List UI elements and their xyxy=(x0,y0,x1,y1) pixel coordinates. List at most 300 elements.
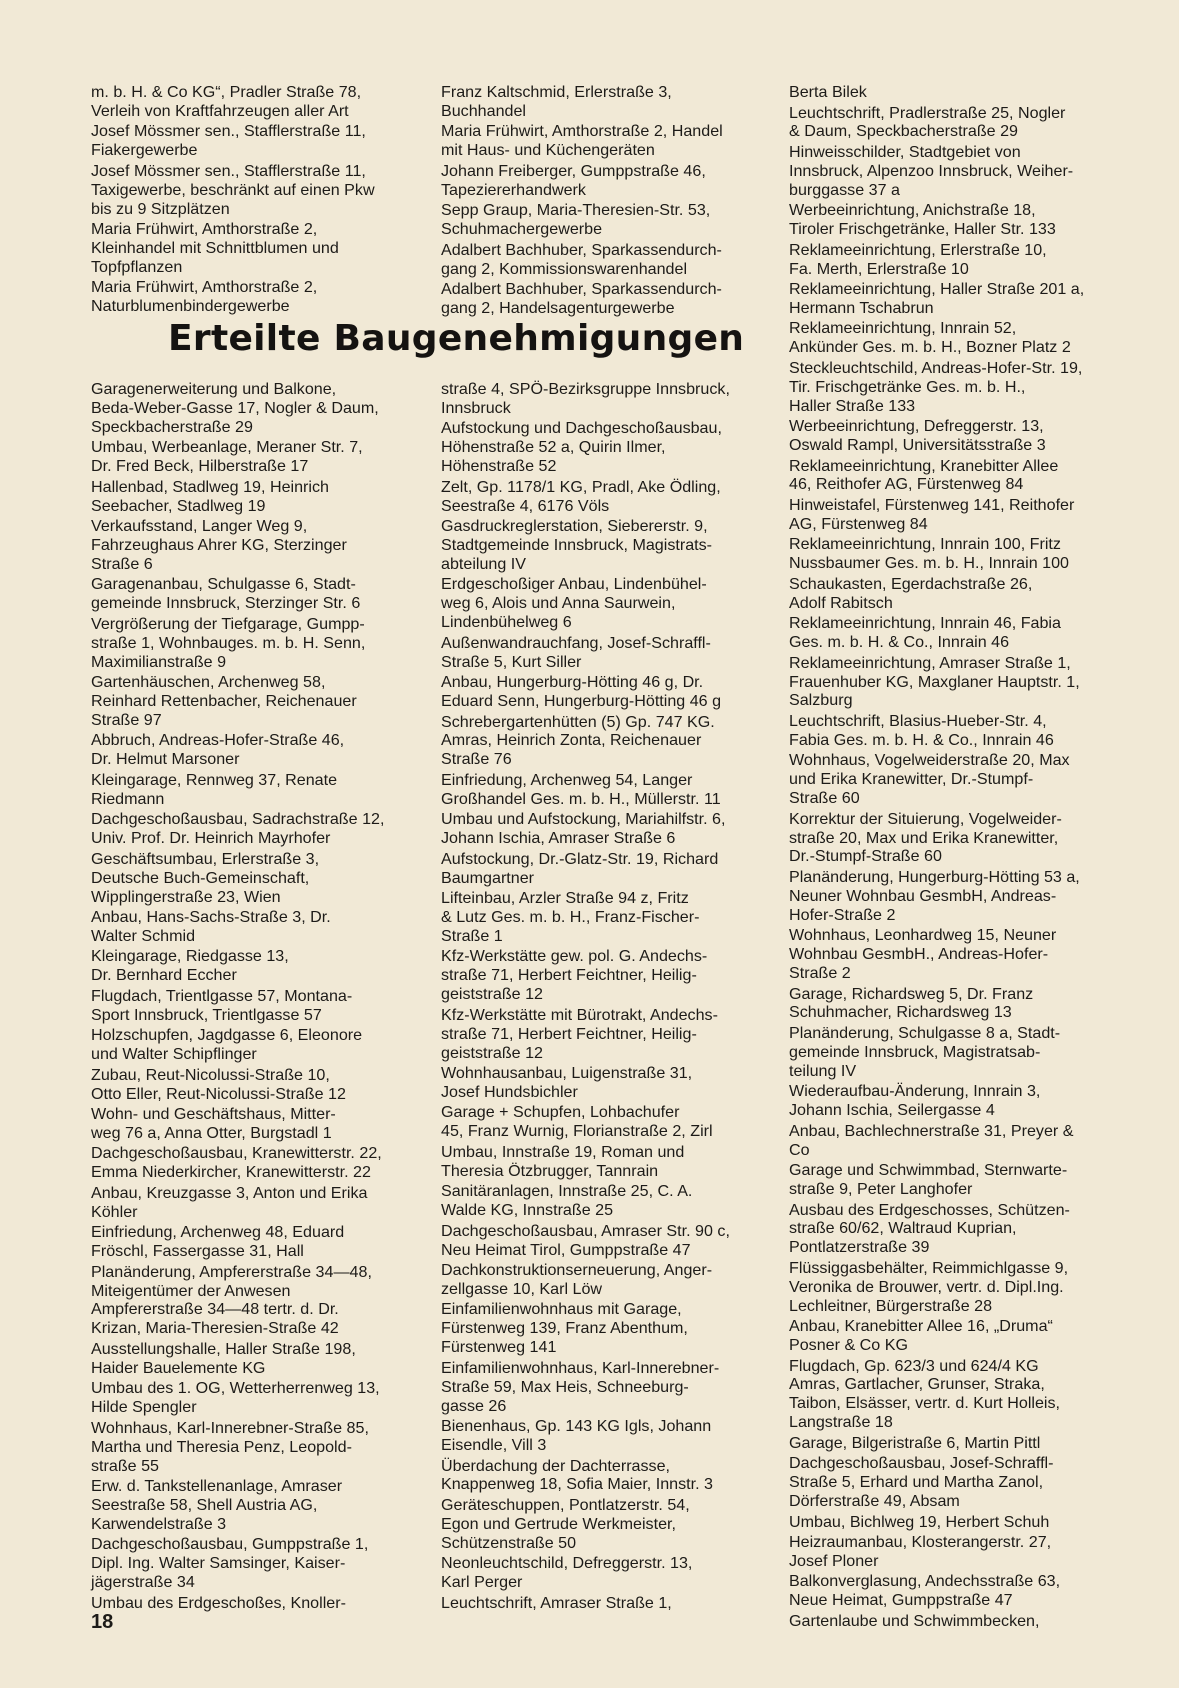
list-item-line: straße 4, SPÖ-Bezirksgruppe Innsbruck, xyxy=(441,380,730,398)
list-item-line: Dachgeschoßausbau, Amraser Str. 90 c, xyxy=(441,1221,730,1240)
list-item xyxy=(789,654,1119,711)
list-item-line: Gartenlaube und Schwimmbecken, xyxy=(789,1611,1040,1630)
list-item xyxy=(789,359,1119,416)
list-item xyxy=(789,1082,1119,1120)
list-item xyxy=(789,241,1119,279)
list-item-line: Johann Ischia, Seilergasse 4 xyxy=(789,1101,995,1120)
list-item-line: Dörferstraße 49, Absam xyxy=(789,1492,960,1511)
column-bottom-left xyxy=(91,380,421,1614)
list-item-line: Salzburg xyxy=(789,691,853,710)
list-item-line: Fa. Merth, Erlerstraße 10 xyxy=(789,259,969,278)
list-item-line: Ausbau des Erdgeschosses, Schützen- xyxy=(789,1200,1070,1219)
list-item xyxy=(789,1434,1119,1453)
list-item xyxy=(789,1454,1119,1511)
list-item xyxy=(441,1300,771,1357)
list-item-line: Verleih von Kraftfahrzeugen aller Art xyxy=(91,101,349,120)
list-item-line: Veronika de Brouwer, vertr. d. Dipl.Ing. xyxy=(789,1277,1064,1296)
list-item-line: Karwendelstraße 3 xyxy=(91,1514,227,1533)
list-item-line: weg 76 a, Anna Otter, Burgstadl 1 xyxy=(91,1123,332,1142)
list-item-line: Straße 76 xyxy=(441,750,512,769)
list-item-line: Überdachung der Dachterrasse, xyxy=(441,1456,671,1475)
list-item-line: Straße 2 xyxy=(789,964,851,983)
list-item xyxy=(91,1223,421,1261)
list-item-line: Köhler xyxy=(91,1202,138,1221)
list-item-line: Fürstenweg 139, Franz Abenthum, xyxy=(441,1319,688,1338)
list-item-line: gemeinde Innsbruck, Sterzinger Str. 6 xyxy=(91,594,361,613)
list-item-line: bis zu 9 Sitzplätzen xyxy=(91,199,230,218)
list-item xyxy=(789,1533,1119,1571)
list-item-line: Deutsche Buch-Gemeinschaft, xyxy=(91,868,310,887)
list-item-line: Steckleuchtschild, Andreas-Hofer-Str. 19, xyxy=(789,358,1083,377)
list-item xyxy=(91,1184,421,1222)
list-item xyxy=(441,1417,771,1455)
list-item xyxy=(91,908,421,946)
list-item xyxy=(789,1201,1119,1258)
list-item xyxy=(789,1612,1119,1631)
list-item-line: Taibon, Elsässer, vertr. d. Kurt Holleis, xyxy=(789,1394,1061,1413)
list-item-line: Wohn- und Geschäftshaus, Mitter- xyxy=(91,1105,336,1124)
list-item-line: Flüssiggasbehälter, Reimmichlgasse 9, xyxy=(789,1258,1069,1277)
list-item-line: Amras, Heinrich Zonta, Reichenauer xyxy=(441,731,702,750)
list-item-line: Umbau, Innstraße 19, Roman und xyxy=(441,1142,685,1161)
list-item-line: Topfpflanzen xyxy=(91,257,183,276)
list-item-line: Höhenstraße 52 xyxy=(441,457,557,476)
list-item-line: Dachgeschoßausbau, Gumppstraße 1, xyxy=(91,1535,369,1554)
list-item xyxy=(789,1572,1119,1610)
column-bottom-middle xyxy=(441,380,771,1614)
list-item-line: Fabia Ges. m. b. H. & Co., Innrain 46 xyxy=(789,730,1054,749)
list-item-line: Reklameeinrichtung, Innrain 100, Fritz xyxy=(789,535,1061,554)
list-item-line: Hofer-Straße 2 xyxy=(789,905,896,924)
list-item xyxy=(91,517,421,574)
list-item-line: Bienenhaus, Gp. 143 KG Igls, Johann xyxy=(441,1417,712,1436)
list-item-line: Martha und Theresia Penz, Leopold- xyxy=(91,1437,352,1456)
list-item-line: Zelt, Gp. 1178/1 KG, Pradl, Ake Ödling, xyxy=(441,477,721,496)
list-item xyxy=(441,713,771,770)
list-item xyxy=(789,319,1119,357)
list-item-line: Knappenweg 18, Sofia Maier, Innstr. 3 xyxy=(441,1475,713,1494)
list-item-line: Eisendle, Vill 3 xyxy=(441,1436,547,1454)
list-item-line: Miteigentümer der Anwesen xyxy=(91,1281,291,1300)
list-item-line: Umbau, Werbeanlage, Meraner Str. 7, xyxy=(91,438,363,457)
list-item-line: Leuchtschrift, Amraser Straße 1, xyxy=(441,1593,672,1612)
list-item-line: Schützenstraße 50 xyxy=(441,1533,577,1552)
list-item-line: gemeinde Innsbruck, Magistratsab- xyxy=(789,1042,1041,1061)
list-item-line: abteilung IV xyxy=(441,554,527,573)
list-item-line: Leuchtschrift, Pradlerstraße 25, Nogler xyxy=(789,103,1066,122)
list-item-line: und Walter Schipflinger xyxy=(91,1045,257,1064)
list-item-line: Maximilianstraße 9 xyxy=(91,652,227,671)
list-item-line: Dr. Helmut Marsoner xyxy=(91,750,240,769)
list-item-line: Tir. Frischgetränke Ges. m. b. H., xyxy=(789,377,1026,396)
column-right xyxy=(789,83,1119,1632)
list-item-line: straße 20, Max und Erika Kranewitter, xyxy=(789,828,1059,847)
list-item-line: Gartenhäuschen, Archenweg 58, xyxy=(91,673,326,692)
list-item-line: Josef Hundsbichler xyxy=(441,1082,578,1101)
column-top-middle xyxy=(441,83,771,319)
list-item xyxy=(91,1026,421,1064)
list-item-line: straße 1, Wohnbauges. m. b. H. Senn, xyxy=(91,633,366,652)
list-item-line: Leuchtschrift, Blasius-Hueber-Str. 4, xyxy=(789,711,1047,730)
list-item xyxy=(441,478,771,516)
list-item-line: Dachgeschoßausbau, Kranewitterstr. 22, xyxy=(91,1144,382,1163)
list-item-line: Anbau, Kreuzgasse 3, Anton und Erika xyxy=(91,1183,368,1202)
list-item-line: Dipl. Ing. Walter Samsinger, Kaiser- xyxy=(91,1554,346,1573)
list-item xyxy=(441,1064,771,1102)
list-item xyxy=(789,417,1119,455)
list-item xyxy=(789,1024,1119,1081)
list-item xyxy=(91,615,421,672)
list-item xyxy=(91,575,421,613)
list-item-line: Verkaufsstand, Langer Weg 9, xyxy=(91,517,308,536)
list-item-line: Kleingarage, Rennweg 37, Renate xyxy=(91,770,338,789)
list-item-line: Anbau, Kranebitter Allee 16, „Druma“ xyxy=(789,1317,1053,1336)
list-item-line: Werbeeinrichtung, Anichstraße 18, xyxy=(789,201,1036,220)
list-item xyxy=(441,1594,771,1613)
list-item xyxy=(441,280,771,318)
list-item-line: mit Haus- und Küchengeräten xyxy=(441,141,655,160)
list-item-line: jägerstraße 34 xyxy=(91,1573,195,1592)
list-item-line: Straße 6 xyxy=(91,554,153,573)
list-item-line: Reklameeinrichtung, Erlerstraße 10, xyxy=(789,240,1047,259)
list-item-line: Straße 1 xyxy=(441,926,503,945)
list-item-line: straße 60/62, Waltraud Kuprian, xyxy=(789,1219,1017,1238)
list-item xyxy=(789,535,1119,573)
list-item-line: Kleinhandel mit Schnittblumen und xyxy=(91,239,339,258)
list-item-line: Josef Mössmer sen., Stafflerstraße 11, xyxy=(91,161,366,180)
list-item-line: Adalbert Bachhuber, Sparkassendurch- xyxy=(441,240,722,259)
list-item-line: Baumgartner xyxy=(441,868,535,887)
list-item-line: Dr.-Stumpf-Straße 60 xyxy=(789,847,942,866)
list-item xyxy=(789,712,1119,750)
list-item xyxy=(441,575,771,632)
list-item-line: Amras, Gartlacher, Grunser, Straka, xyxy=(789,1375,1045,1394)
list-item-line: Wohnhaus, Karl-Innerebner-Straße 85, xyxy=(91,1418,369,1437)
list-item xyxy=(91,438,421,476)
column-top-left xyxy=(91,83,421,318)
list-item-line: Heizraumanbau, Klosterangerstr. 27, xyxy=(789,1533,1052,1552)
list-item xyxy=(789,614,1119,652)
list-item xyxy=(441,122,771,160)
list-item-line: Maria Frühwirt, Amthorstraße 2, xyxy=(91,220,318,239)
list-item-line: Holzschupfen, Jagdgasse 6, Eleonore xyxy=(91,1026,363,1045)
list-item-line: Dr. Fred Beck, Hilberstraße 17 xyxy=(91,457,309,476)
list-item-line: Lechleitner, Bürgerstraße 28 xyxy=(789,1296,993,1315)
list-item-line: Egon und Gertrude Werkmeister, xyxy=(441,1514,676,1533)
list-item xyxy=(91,1379,421,1417)
list-item-line: weg 6, Alois und Anna Saurwein, xyxy=(441,594,676,613)
list-item-line: Frauenhuber KG, Maxglaner Hauptstr. 1, xyxy=(789,672,1080,691)
list-item-line: Posner & Co KG xyxy=(789,1336,908,1355)
list-item xyxy=(91,1419,421,1476)
list-item xyxy=(91,850,421,907)
list-item-line: Sepp Graup, Maria-Theresien-Str. 53, xyxy=(441,201,711,220)
list-item-line: & Daum, Speckbacherstraße 29 xyxy=(789,122,1018,141)
list-item-line: Naturblumenbindergewerbe xyxy=(91,297,290,316)
list-item-line: Straße 5, Erhard und Martha Zanol, xyxy=(789,1473,1044,1492)
list-item-line: Hermann Tschabrun xyxy=(789,298,934,317)
list-item xyxy=(789,1317,1119,1355)
list-item xyxy=(91,947,421,985)
list-item-line: zellgasse 10, Karl Löw xyxy=(441,1279,603,1298)
list-item-line: Fiakergewerbe xyxy=(91,141,198,160)
list-item-line: Wohnbau GesmbH., Andreas-Hofer- xyxy=(789,945,1049,964)
list-item-line: Planänderung, Ampfererstraße 34—48, xyxy=(91,1262,372,1281)
list-item-line: Straße 59, Max Heis, Schneeburg- xyxy=(441,1377,689,1396)
list-item-line: gang 2, Kommissionswarenhandel xyxy=(441,259,688,278)
list-item-line: Innsbruck, Alpenzoo Innsbruck, Weiher- xyxy=(789,161,1074,180)
list-item-line: Seestraße 4, 6176 Völs xyxy=(441,496,610,515)
list-item xyxy=(91,278,421,316)
list-item xyxy=(441,1006,771,1063)
list-item xyxy=(789,810,1119,867)
list-item xyxy=(441,1182,771,1220)
list-item-line: Balkonverglasung, Andechsstraße 63, xyxy=(789,1572,1061,1591)
list-item xyxy=(91,731,421,769)
list-item-line: Umbau des Erdgeschoßes, Knoller- xyxy=(91,1593,346,1612)
list-item-line: Wipplingerstraße 23, Wien xyxy=(91,887,281,906)
list-item xyxy=(789,280,1119,318)
list-item-line: Geschäftsumbau, Erlerstraße 3, xyxy=(91,849,320,868)
list-item-line: Garage und Schwimmbad, Sternwarte- xyxy=(789,1161,1068,1180)
list-item-line: Werbeeinrichtung, Defreggerstr. 13, xyxy=(789,417,1044,436)
list-item xyxy=(91,1535,421,1592)
list-item xyxy=(441,947,771,1004)
list-item xyxy=(441,1103,771,1141)
list-item xyxy=(441,850,771,888)
list-item-line: Großhandel Ges. m. b. H., Müllerstr. 11 xyxy=(441,789,721,808)
list-item-line: Vergrößerung der Tiefgarage, Gumpp- xyxy=(91,614,365,633)
list-item-line: und Erika Kranewitter, Dr.-Stumpf- xyxy=(789,770,1034,789)
list-item xyxy=(441,673,771,711)
list-item-line: Planänderung, Hungerburg-Hötting 53 a, xyxy=(789,867,1080,886)
list-item-line: Dachgeschoßausbau, Sadrachstraße 12, xyxy=(91,810,385,829)
list-item-line: Krizan, Maria-Theresien-Straße 42 xyxy=(91,1319,339,1338)
list-item xyxy=(91,1340,421,1378)
list-item-line: Josef Ploner xyxy=(789,1551,879,1570)
list-item-line: Adolf Rabitsch xyxy=(789,593,893,612)
list-item-line: Haller Straße 133 xyxy=(789,396,916,415)
list-item-line: Garagenanbau, Schulgasse 6, Stadt- xyxy=(91,575,356,594)
list-item-line: Ampfererstraße 34—48 tertr. d. Dr. xyxy=(91,1300,339,1319)
list-item-line: Reklameeinrichtung, Innrain 46, Fabia xyxy=(789,614,1061,633)
list-item xyxy=(91,1263,421,1339)
list-item-line: geiststraße 12 xyxy=(441,985,543,1004)
list-item xyxy=(789,926,1119,983)
list-item-line: Reklameeinrichtung, Amraser Straße 1, xyxy=(789,653,1071,672)
list-item-line: Flugdach, Gp. 623/3 und 624/4 KG xyxy=(789,1356,1039,1375)
list-item-line: gasse 26 xyxy=(441,1396,507,1415)
list-item-line: Walter Schmid xyxy=(91,926,196,945)
list-item-line: Ausstellungshalle, Haller Straße 198, xyxy=(91,1339,356,1358)
list-item-line: Hallenbad, Stadlweg 19, Heinrich xyxy=(91,477,329,496)
list-item-line: Otto Eller, Reut-Nicolussi-Straße 12 xyxy=(91,1084,346,1103)
list-item-line: Berta Bilek xyxy=(789,83,867,101)
list-item xyxy=(789,751,1119,808)
list-item-line: Garage, Bilgeristraße 6, Martin Pittl xyxy=(789,1433,1041,1452)
list-item-line: Einfamilienwohnhaus, Karl-Innerebner- xyxy=(441,1358,720,1377)
list-item xyxy=(789,1122,1119,1160)
list-item-line: Riedmann xyxy=(91,789,165,808)
list-item-line: Wiederaufbau-Änderung, Innrain 3, xyxy=(789,1082,1041,1101)
list-item-line: Kleingarage, Riedgasse 13, xyxy=(91,947,289,966)
list-item-line: m. b. H. & Co KG“, Pradler Straße 78, xyxy=(91,83,362,101)
list-item xyxy=(789,1161,1119,1199)
list-item-line: Wohnhausanbau, Luigenstraße 31, xyxy=(441,1064,693,1083)
list-item xyxy=(441,1359,771,1416)
list-item-line: Wohnhaus, Leonhardweg 15, Neuner xyxy=(789,926,1057,945)
list-item xyxy=(789,143,1119,200)
list-item-line: Karl Perger xyxy=(441,1573,523,1592)
list-item-line: Theresia Ötzbrugger, Tannrain xyxy=(441,1161,659,1180)
list-item-line: Erw. d. Tankstellenanlage, Amraser xyxy=(91,1477,343,1495)
list-item-line: Planänderung, Schulgasse 8 a, Stadt- xyxy=(789,1023,1061,1042)
list-item-line: Adalbert Bachhuber, Sparkassendurch- xyxy=(441,280,722,299)
list-item-line: Hinweisschilder, Stadtgebiet von xyxy=(789,142,1021,161)
list-item-line: Fröschl, Fassergasse 31, Hall xyxy=(91,1242,304,1261)
list-item xyxy=(91,1477,421,1534)
list-item-line: Reklameeinrichtung, Kranebitter Allee xyxy=(789,456,1059,475)
list-item xyxy=(91,1066,421,1104)
list-item-line: Sanitäranlagen, Innstraße 25, C. A. xyxy=(441,1182,693,1201)
list-item xyxy=(789,868,1119,925)
list-item-line: AG, Fürstenweg 84 xyxy=(789,514,928,533)
list-item-line: Franz Kaltschmid, Erlerstraße 3, xyxy=(441,83,672,101)
list-item-line: Neu Heimat Tirol, Gumppstraße 47 xyxy=(441,1240,691,1259)
list-item-line: Wohnhaus, Vogelweiderstraße 20, Max xyxy=(789,751,1070,770)
list-item-line: Seestraße 58, Shell Austria AG, xyxy=(91,1495,318,1514)
list-item-line: Reinhard Rettenbacher, Reichenauer xyxy=(91,692,357,711)
list-item xyxy=(91,220,421,277)
list-item-line: Beda-Weber-Gasse 17, Nogler & Daum, xyxy=(91,398,379,417)
list-item-line: Hilde Spengler xyxy=(91,1398,197,1417)
list-item xyxy=(91,810,421,848)
list-item-line: geiststraße 12 xyxy=(441,1043,543,1062)
list-item-line: Abbruch, Andreas-Hofer-Straße 46, xyxy=(91,731,345,750)
list-item xyxy=(441,1457,771,1495)
list-item-line: Schaukasten, Egerdachstraße 26, xyxy=(789,574,1033,593)
list-item-line: Einfriedung, Archenweg 54, Langer xyxy=(441,770,693,789)
list-item xyxy=(441,1261,771,1299)
list-item-line: Dachgeschoßausbau, Josef-Schraffl- xyxy=(789,1454,1054,1473)
list-item-line: Garage, Richardsweg 5, Dr. Franz xyxy=(789,984,1034,1003)
list-item-line: Walde KG, Innstraße 25 xyxy=(441,1201,614,1220)
list-item-line: Außenwandrauchfang, Josef-Schraffl- xyxy=(441,633,711,652)
list-item xyxy=(441,1554,771,1592)
list-item-line: & Lutz Ges. m. b. H., Franz-Fischer- xyxy=(441,908,700,926)
list-item-line: burggasse 37 a xyxy=(789,180,900,199)
list-item-line: Haider Bauelemente KG xyxy=(91,1358,266,1377)
list-item xyxy=(91,83,421,121)
list-item-line: Garage + Schupfen, Lohbachufer xyxy=(441,1103,680,1122)
section-heading: Erteilte Baugenehmigungen xyxy=(168,318,745,359)
list-item-line: Neue Heimat, Gumppstraße 47 xyxy=(789,1591,1013,1610)
list-item-line: Dr. Bernhard Eccher xyxy=(91,966,237,985)
list-item-line: Josef Mössmer sen., Stafflerstraße 11, xyxy=(91,122,366,141)
list-item xyxy=(789,1513,1119,1532)
list-item-line: Zubau, Reut-Nicolussi-Straße 10, xyxy=(91,1065,330,1084)
list-item-line: Seebacher, Stadlweg 19 xyxy=(91,496,266,515)
list-item-line: Johann Ischia, Amraser Straße 6 xyxy=(441,829,676,848)
list-item-line: Langstraße 18 xyxy=(789,1413,893,1432)
list-item xyxy=(91,478,421,516)
list-item xyxy=(441,1496,771,1553)
list-item-line: Aufstockung, Dr.-Glatz-Str. 19, Richard xyxy=(441,849,719,868)
list-item xyxy=(789,1357,1119,1433)
list-item xyxy=(441,241,771,279)
list-item-line: Oswald Rampl, Universitätsstraße 3 xyxy=(789,436,1046,455)
list-item xyxy=(441,1222,771,1260)
list-item-line: Aufstockung und Dachgeschoßausbau, xyxy=(441,419,722,438)
list-item-line: Straße 60 xyxy=(789,789,860,808)
list-item xyxy=(91,987,421,1025)
list-item-line: straße 55 xyxy=(91,1456,159,1475)
list-item-line: Ges. m. b. H. & Co., Innrain 46 xyxy=(789,633,1010,652)
list-item xyxy=(91,380,421,437)
list-item xyxy=(441,810,771,848)
list-item xyxy=(91,1105,421,1143)
list-item xyxy=(91,673,421,730)
list-item-line: Schrebergartenhütten (5) Gp. 747 KG. xyxy=(441,712,715,731)
list-item-line: Johann Freiberger, Gumppstraße 46, xyxy=(441,161,706,180)
list-item-line: Kfz-Werkstätte mit Bürotrakt, Andechs- xyxy=(441,1005,718,1024)
list-item-line: Anbau, Hungerburg-Hötting 46 g, Dr. xyxy=(441,673,704,692)
list-item-line: Stadtgemeinde Innsbruck, Magistrats- xyxy=(441,536,713,555)
list-item-line: Schuhmachergewerbe xyxy=(441,220,603,239)
list-item xyxy=(441,380,771,418)
list-item-line: teilung IV xyxy=(789,1061,857,1080)
list-item-line: Erdgeschoßiger Anbau, Lindenbühel- xyxy=(441,575,707,594)
list-item xyxy=(91,162,421,219)
list-item-line: Umbau des 1. OG, Wetterherrenweg 13, xyxy=(91,1379,380,1398)
list-item-line: Neuner Wohnbau GesmbH, Andreas- xyxy=(789,886,1057,905)
list-item-line: Gasdruckreglerstation, Siebererstr. 9, xyxy=(441,517,708,536)
list-item xyxy=(91,122,421,160)
page-number: 18 xyxy=(91,1611,114,1633)
list-item-line: Emma Niederkircher, Kranewitterstr. 22 xyxy=(91,1163,371,1182)
list-item xyxy=(441,1143,771,1181)
list-item-line: Flugdach, Trientlgasse 57, Montana- xyxy=(91,986,353,1005)
list-item-line: Höhenstraße 52 a, Quirin Ilmer, xyxy=(441,438,666,457)
list-item-line: 45, Franz Wurnig, Florianstraße 2, Zirl xyxy=(441,1122,713,1141)
list-item xyxy=(441,83,771,121)
list-item-line: Reklameeinrichtung, Innrain 52, xyxy=(789,319,1017,338)
list-item xyxy=(789,104,1119,142)
list-item-line: Schuhmacher, Richardsweg 13 xyxy=(789,1003,1012,1022)
list-item-line: Fahrzeughaus Ahrer KG, Sterzinger xyxy=(91,536,347,555)
list-item xyxy=(789,985,1119,1023)
list-item xyxy=(789,496,1119,534)
list-item-line: Straße 97 xyxy=(91,710,162,729)
list-item-line: Neonleuchtschild, Defreggerstr. 13, xyxy=(441,1554,693,1573)
list-item-line: Eduard Senn, Hungerburg-Hötting 46 g xyxy=(441,692,722,711)
list-item xyxy=(441,201,771,239)
list-item-line: Garagenerweiterung und Balkone, xyxy=(91,380,337,398)
list-item xyxy=(441,419,771,476)
list-item-line: Sport Innsbruck, Trientlgasse 57 xyxy=(91,1005,322,1024)
list-item-line: Ankünder Ges. m. b. H., Bozner Platz 2 xyxy=(789,338,1071,357)
list-item xyxy=(91,771,421,809)
list-item-line: straße 9, Peter Langhofer xyxy=(789,1180,973,1198)
list-item-line: gang 2, Handelsagenturgewerbe xyxy=(441,298,675,317)
list-item-line: Geräteschuppen, Pontlatzerstr. 54, xyxy=(441,1495,690,1514)
list-item-line: Straße 5, Kurt Siller xyxy=(441,652,582,671)
list-item-line: Speckbacherstraße 29 xyxy=(91,417,253,436)
list-item-line: Anbau, Hans-Sachs-Straße 3, Dr. xyxy=(91,908,331,926)
list-item xyxy=(789,83,1119,102)
list-item-line: Kfz-Werkstätte gew. pol. G. Andechs- xyxy=(441,947,708,966)
list-item-line: Tapeziererhandwerk xyxy=(441,180,586,199)
